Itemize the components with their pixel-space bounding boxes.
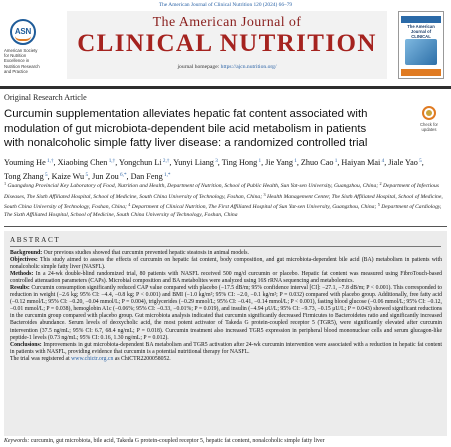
keywords — [4, 438, 447, 444]
author-name[interactable]: Jun Zou $^{6,*}$ — [92, 172, 127, 181]
affiliation: $^5$ Department of Cardiology, The Sixth Affiliated Hospital, School of Medicine, South China University of Technology, Foshan, China — [4, 202, 442, 218]
society-caption — [4, 48, 44, 74]
article-type: Original Research Article — [4, 93, 87, 102]
author-name[interactable]: Tong Zhang $^5$ — [4, 172, 48, 181]
society-logo — [4, 19, 44, 74]
abstract-registration: The trial was registered at www.chictr.org.cn as ChiCTR2200058052. — [10, 355, 171, 362]
author-affiliation-marker: 4 — [380, 158, 385, 164]
author-affiliation-marker: 1 — [292, 158, 297, 164]
abstract-box — [4, 231, 447, 436]
author-name[interactable]: Xiaobing Chen $^{1,\dagger}$ — [57, 158, 116, 167]
header-divider — [0, 86, 451, 89]
homepage-label: journal homepage: — [177, 64, 220, 70]
author-affiliation-marker: 5 — [43, 172, 48, 178]
author-affiliation-marker: 1 — [257, 158, 262, 164]
abstract-body — [10, 250, 442, 363]
author-name[interactable]: Yunyi Liang $^3$ — [173, 158, 218, 167]
author-affiliation-marker: 5 — [84, 172, 89, 178]
author-list: Youming He $^{1,\dagger}$, Xiaobing Chen $^{1,\dagger}$, Yongchun Li $^{2,\dagger}$, Yunyi Liang $^3$, Ting Hong $^1$, Jie Yang $^1$, Zhuo Cao $^1$, Haiyan Mai $^4$, Jiale Yao $^5$, Tong Zhang $^5$, Kaize Wu $^5$, Jun Zou $^{6,*}$, Dan Feng $^{1,*}$ — [4, 158, 424, 181]
journal-homepage — [67, 64, 387, 70]
affiliation: $^2$ Department of Infectious Diseases, The Sixth Affiliated Hospital, School of Medicine, South China University of Technology, Foshan, China; — [4, 181, 439, 200]
author-affiliation-marker: 2,† — [161, 158, 170, 164]
author-affiliation-marker: 1,* — [162, 172, 171, 178]
author-name[interactable]: Jie Yang $^1$ — [265, 158, 297, 167]
keywords-label: Keywords: — [4, 438, 30, 444]
journal-cover-thumbnail[interactable] — [398, 11, 444, 79]
abstract-divider — [4, 226, 447, 227]
affiliations — [4, 180, 446, 219]
author-affiliation-marker: 1,† — [45, 158, 54, 164]
author-name[interactable]: Kaize Wu $^5$ — [51, 172, 89, 181]
society-caption-line: for Nutrition — [4, 53, 27, 59]
abstract-conclusions: Conclusions: Improvements in gut microbiota-dependent BA metabolism and TGR5 activation after 24-wk curcumin intervention were associated with a reduction in hepatic fat content in patients with NASFL, providing evidence that curcumin is a potential nutritional therapy for NASFL. — [10, 341, 442, 355]
society-caption-line: and Practice — [4, 68, 28, 74]
author-affiliation-marker: 6,* — [118, 172, 127, 178]
journal-title-line2: CLINICAL NUTRITION — [77, 30, 377, 57]
check-updates-icon — [422, 106, 436, 120]
author-affiliation-marker: 5 — [417, 158, 422, 164]
registry-link[interactable]: www.chictr.org.cn — [71, 355, 114, 362]
author-affiliation-marker: 1 — [333, 158, 338, 164]
cover-title-line: CLINICAL — [411, 33, 431, 39]
abstract-heading: ABSTRACT — [10, 236, 61, 244]
cover-title-line: The American Journal of — [407, 24, 435, 34]
author-name[interactable]: Haiyan Mai $^4$ — [341, 158, 385, 167]
check-updates-label: Check for updates — [420, 122, 438, 132]
society-caption-line: Excellence in — [4, 58, 30, 64]
abstract-background: Background: Our previous studies showed that curcumin prevented hepatic steatosis in animal models. — [10, 250, 249, 256]
affiliation: $^4$ Department of Clinical Nutrition, The First Affiliated Hospital of Sun Yat-sen University, Guangzhou, China; — [128, 202, 378, 211]
journal-masthead — [4, 11, 447, 81]
author-name[interactable]: Ting Hong $^1$ — [221, 158, 262, 167]
journal-title-line1: The American Journal of — [152, 15, 302, 30]
abstract-objectives: Objectives: This study aimed to assess the effects of curcumin on hepatic fat content, body composition, and gut microbiota-dependent bile acid (BA) metabolism in patients with nonalcoholic simple fatty liver (NASFL). — [10, 257, 442, 271]
asn-logo-text: ASN — [14, 27, 32, 36]
homepage-link[interactable]: https://ajcn.nutrition.org/ — [220, 64, 277, 70]
journal-title-block — [67, 11, 387, 79]
keywords-text: curcumin, gut microbiota, bile acid, Takeda G protein-coupled receptor 5, hepatic fat content, nonalcoholic simple fatty liver — [30, 438, 325, 444]
author-affiliation-marker: 3 — [213, 158, 218, 164]
author-name[interactable]: Zhuo Cao $^1$ — [300, 158, 338, 167]
society-caption-line: American Society — [4, 48, 38, 53]
society-caption-line: Nutrition Research — [4, 63, 40, 69]
abstract-methods: Methods: In a 24-wk double-blind randomized trial, 80 patients with NASFL received 500 mg/d curcumin or placebo. Hepatic fat content was measured using FibroTouch-based controlled attenuation parameters (CAPs). Microbial composition and BA metabolites were analyzed using 16S rRNA sequencing and metabolomics. — [10, 271, 443, 285]
check-for-updates-button[interactable] — [414, 106, 444, 138]
abstract-results: Results: Curcumin consumption significantly reduced CAP value compared with placebo (−17.5 dB/m; 95% confidence interval [CI]: −27.1, −7.8 dB/m; P < 0.001). This corresponded to reduction in weight (−2.6 kg; 95% CI: −4.4, −0.8 kg; P < 0.001) and BMI (−1.0 kg/m²; 95% CI: −2.0, −0.1 kg/m²; P = 0.032) compared with placebo group. Additionally, free fatty acid (−0.12 mmol/L; 95% CI: −0.20, −0.04 mmol/L; P = 0.004), triglycerides (−0.29 mmol/L; 95% CI: −0.41, −0.14 mmol/L; P < 0.001), fasting blood glucose (−0.06 mmol/L; 95% CI: −0.12, −0.01 mmol/L; P = 0.038), hemoglobin A1c (−0.06%; 95% CI: −0.33, −0.01%; P = 0.019), and insulin (−4.94 μU/L; 95% CI: −9.73, −0.15 μU/L; P = 0.043) showed significant reductions in the curcumin group compared with placebo group. Gut microbiota analysis indicated that curcumin significantly decreased Firmicutes to Bacteroidetes ratio and significantly increased Bacteroides abundance. Serum levels of deoxycholic acid, the most potent activator of Takeda G protein-coupled receptor 5 (TGR5), were significantly elevated after curcumin intervention (37.5 ng/mL; 95% CI: 6.7, 68.4 ng/mL; P = 0.018). Curcumin treatment also increased TGR5 expression in peripheral blood mononuclear cells and serum glucagon-like peptide-1 levels (0.73 ng/mL; 95% CI: 0.16, 1.30 ng/mL; P = 0.012). — [10, 285, 442, 341]
author-name[interactable]: Yongchun Li $^{2,\dagger}$ — [118, 158, 170, 167]
article-title: Curcumin supplementation alleviates hepatic fat content associated with modulation of gut microbiota-dependent bile acid metabolism in patients with nonalcoholic simple fatty liver disease: a randomized controlled trial — [4, 108, 368, 150]
author-name[interactable]: Dan Feng $^{1,*}$ — [130, 172, 171, 181]
asn-logo-icon — [10, 19, 36, 45]
author-affiliation-marker: 1,† — [107, 158, 116, 164]
cover-image — [405, 39, 437, 65]
affiliation: $^1$ Guangdong Provincial Key Laboratory of Food, Nutrition and Health, Department of Nutrition, School of Public Health, Sun Yat-sen University, Guangzhou, China; — [4, 181, 380, 189]
author-name[interactable]: Youming He $^{1,\dagger}$ — [4, 158, 54, 167]
author-name[interactable]: Jiale Yao $^5$ — [388, 158, 422, 167]
running-head: The American Journal of Clinical Nutrition 120 (2024) 66–79 — [158, 2, 293, 8]
affiliation: $^3$ Health Management Center, The Sixth Affiliated Hospital, School of Medicine, South China University of Technology, Foshan, China; — [4, 191, 443, 211]
